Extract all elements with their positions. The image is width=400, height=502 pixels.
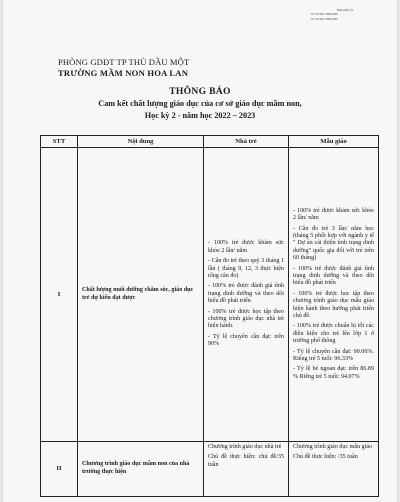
table-row: [41, 442, 379, 497]
row-number: I: [41, 148, 78, 442]
kindergarten-cell: [289, 148, 379, 442]
list-item: - 100% trẻ được chuẩn bị tốt các điều kiện cho trẻ lên lớp 1 ở trường phổ thông: [293, 323, 374, 345]
list-item: - Cân đo trẻ 3 lần/ năm học (tháng 5 phối hợp với ngành y tế " Dự án cải thiện tình trạng dinh dưỡng" quốc gia đối với trẻ trên 60 tháng): [293, 225, 374, 262]
list-item: - 100% trẻ được đánh giá tình trạng dinh dưỡng và theo dõi biểu đồ phát triển: [293, 265, 374, 287]
organization-header: [58, 57, 189, 79]
document-subtitle-term: Học kỳ 2 - năm học 2022 – 2023: [144, 111, 256, 120]
row-content: Chương trình giáo dục mầm non của nhà trường thực hiện: [78, 442, 204, 497]
table-header-row: [41, 136, 379, 148]
form-reference-line: Biểu mẫu 01: [336, 8, 353, 12]
column-header-nursery: Nhà trẻ: [204, 136, 289, 148]
school-name: TRƯỜNG MẦM NON HOA LAN: [58, 68, 189, 78]
list-item: - 100% trẻ được khám sức khỏe 2 lần/ năm: [208, 240, 284, 254]
column-header-stt: STT: [41, 136, 78, 148]
form-reference-line: TT 36/2017/BGDĐT: [311, 16, 338, 21]
document-title: THÔNG BÁO: [169, 86, 231, 97]
row-number: II: [41, 442, 78, 497]
form-reference-line: TT 36/2017/BGDĐT: [311, 12, 338, 17]
list-item: - Cân đo trẻ theo quý 3 tháng 1 lần ( tháng 9, 12, 3 thực hiện tổng cân đo): [208, 258, 284, 279]
list-item: Chủ đề thực hiện: /35 tuần: [293, 454, 358, 461]
list-item: - Tỷ lệ chuyên cần đạt: 90.06%. Riêng trẻ 5 tuổi: 96.33%: [293, 348, 374, 363]
document-subtitle: Cam kết chất lượng giáo dục của cơ sở giáo dục mầm non,: [98, 99, 302, 108]
commitment-table: [40, 135, 379, 497]
list-item: - 100% trẻ được đánh giá tình trạng dinh dưỡng và theo dõi biểu đồ phát triển: [208, 283, 284, 305]
row-content: Chất lượng nuôi dưỡng chăm sóc, giáo dục trẻ dự kiến đạt được: [78, 148, 204, 442]
kindergarten-cell: [289, 442, 379, 497]
column-header-content: Nội dung: [78, 136, 204, 148]
list-item: - Tỷ lệ chuyên cần đạt: trên 90%: [208, 333, 284, 348]
list-item: Chủ đề thực hiện: chủ đề/35 tuần: [208, 454, 284, 468]
department-name: PHÒNG GDĐT TP THỦ DẦU MỘT: [58, 57, 190, 67]
table-row: [41, 148, 379, 442]
list-item: - Tỷ lệ bé ngoan đạt: trên 86.89 % Riêng trẻ 5 tuổi: 94.07%: [293, 366, 374, 380]
form-reference: [311, 8, 357, 21]
column-header-kindergarten: Mẫu giáo: [289, 136, 379, 148]
list-item: - 100% trẻ được khám sức khỏe 2 lần/ năm: [293, 207, 374, 222]
list-item: - 100% trẻ được học tập theo chương trình giáo dục mẫu giáo hiện hành theo hướng phát triển chủ đề.: [293, 290, 374, 320]
list-item: - 100% trẻ được học tập theo chương trình giáo dục nhà trẻ hiện hành.: [208, 308, 284, 330]
list-item: Chương trình giáo dục nhà trẻ: [208, 444, 282, 450]
nursery-cell: [204, 442, 289, 497]
list-item: Chương trình giáo dục mẫu giáo: [293, 444, 373, 450]
nursery-cell: [204, 148, 289, 442]
